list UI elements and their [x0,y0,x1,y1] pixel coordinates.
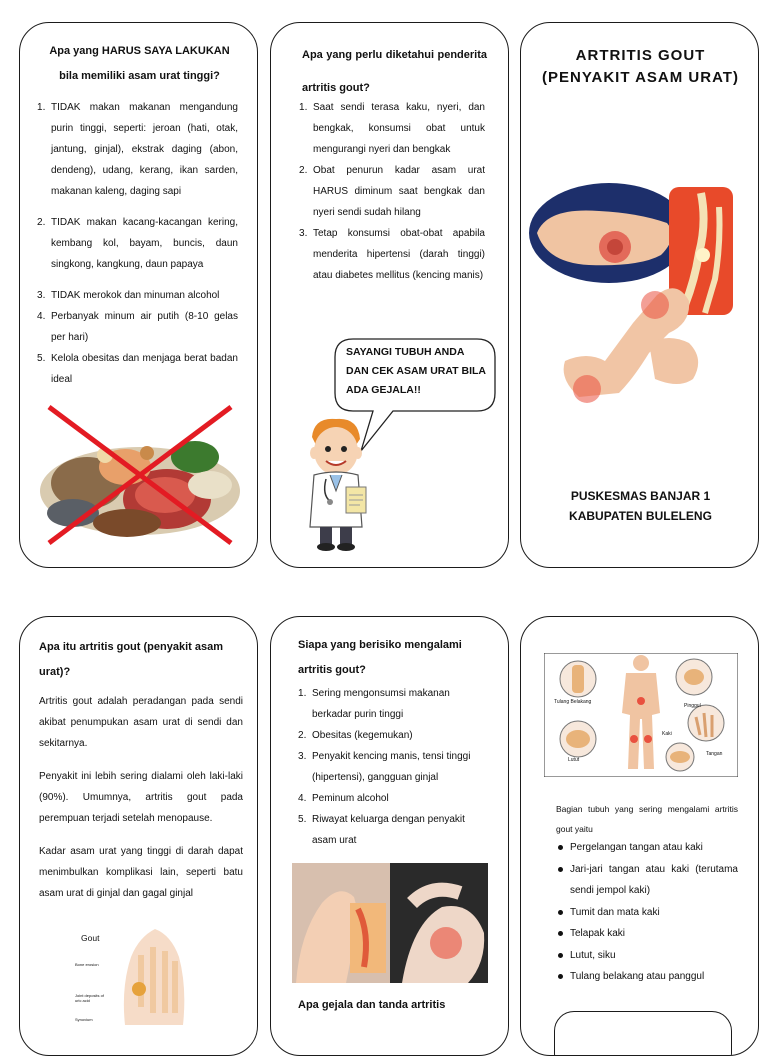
list-item: TIDAK makan makanan mengandung purin tinggi, seperti: jeroan (hati, otak, jantung, ginjal), ekstrak daging (abon, dendeng), udang, kerang, ikan sarden, makanan kaleng, daging sapi [51,102,238,197]
gout-description [39,691,243,904]
gout-foot-image [529,183,753,413]
anatomy-label: Lutut [568,757,580,763]
panel-title: Apa yang HARUS SAYA LAKUKAN bila memiliki asam urat tinggi? [49,45,230,82]
bottom-box [554,1011,732,1056]
list-item: Tumit dan mata kaki [556,902,738,924]
body-parts-list [556,837,738,988]
paragraph: Penyakit ini lebih sering dialami oleh laki-laki (90%). Umumnya, artritis gout pada perempuan terjadi setelah menopause. [39,771,243,824]
list-item: Lutut, siku [556,945,738,967]
panel-what-is-gout [19,616,258,1056]
list-item: Obesitas (kegemukan) [312,730,413,741]
know-list [299,97,485,286]
panel-what-to-know [270,22,509,568]
list-item: TIDAK merokok dan minuman alcohol [51,290,220,301]
paragraph: Kadar asam urat yang tinggi di darah dapat menimbulkan komplikasi lain, seperti batu asam urat di ginjal dan gagal ginjal [39,846,243,899]
list-item: Tetap konsumsi obat-obat apabila menderita hipertensi (darah tinggi) atau diabetes mellitus (kencing manis) [313,228,485,281]
high-purin-food-image [35,395,245,555]
body-parts-intro: Bagian tubuh yang sering mengalami artritis gout yaitu [556,804,738,834]
bubble-text: SAYANGI TUBUH ANDA DAN CEK ASAM URAT BILA ADA GEJALA!! [346,346,486,396]
diagram-label: Gout [81,933,100,943]
list-item: TIDAK makan kacang-kacangan kering, kembang kol, bayam, buncis, daun singkong, kangkung, daun papaya [51,217,238,270]
doctor-icon [296,415,376,555]
list-item: Pergelangan tangan atau kaki [556,837,738,859]
list-item: Sering mengonsumsi makanan berkadar purin tinggi [312,688,450,720]
paragraph: Artritis gout adalah peradangan pada sendi akibat penumpukan asam urat di sendi dan sekitarnya. [39,696,243,749]
cover-title: ARTRITIS GOUT (PENYAKIT ASAM URAT) [542,47,739,86]
do-list [37,97,238,390]
gout-hand-foot-image [292,863,488,983]
panel-body-parts [520,616,759,1056]
risk-list [298,683,488,851]
panel-cover [520,22,759,568]
list-item: Telapak kaki [556,923,738,945]
symptoms-title: Apa gejala dan tanda artritis [298,999,446,1011]
list-item: Tulang belakang atau panggul [556,966,738,988]
list-item: Kelola obesitas dan menjaga berat badan ideal [51,353,238,385]
anatomy-label: Pinggul [684,703,701,709]
panel-risk-factors [270,616,509,1056]
panel-title: Siapa yang berisiko mengalami artritis gout? [298,639,462,676]
organization: PUSKESMAS BANJAR 1 KABUPATEN BULELENG [569,489,712,523]
list-item: Obat penurun kadar asam urat HARUS diminum saat bengkak dan nyeri sendi sudah hilang [313,165,485,218]
list-item: Penyakit kencing manis, tensi tinggi (hipertensi), gangguan ginjal [312,751,471,783]
diagram-callout: Joint deposits of uric acid [75,993,104,1003]
diagram-callout: Synovium [75,1017,93,1022]
anatomy-label: Tangan [706,751,723,757]
panel-title: Apa yang perlu diketahui penderita artritis gout? [302,49,487,94]
panel-title: Apa itu artritis gout (penyakit asam urat)? [39,641,223,678]
anatomy-label: Tulang Belakang [554,699,592,705]
panel-what-to-do [19,22,258,568]
diagram-callout: Bone erosion [75,962,99,967]
anatomy-label: Kaki [662,731,672,737]
list-item: Riwayat keluarga dengan penyakit asam urat [312,814,465,846]
list-item: Saat sendi terasa kaku, nyeri, dan bengkak, konsumsi obat untuk mengurangi nyeri dan bengkak [313,102,485,155]
list-item: Jari-jari tangan atau kaki (terutama sendi jempol kaki) [556,859,738,902]
list-item: Peminum alcohol [312,793,389,804]
list-item: Perbanyak minum air putih (8-10 gelas per hari) [51,311,238,343]
